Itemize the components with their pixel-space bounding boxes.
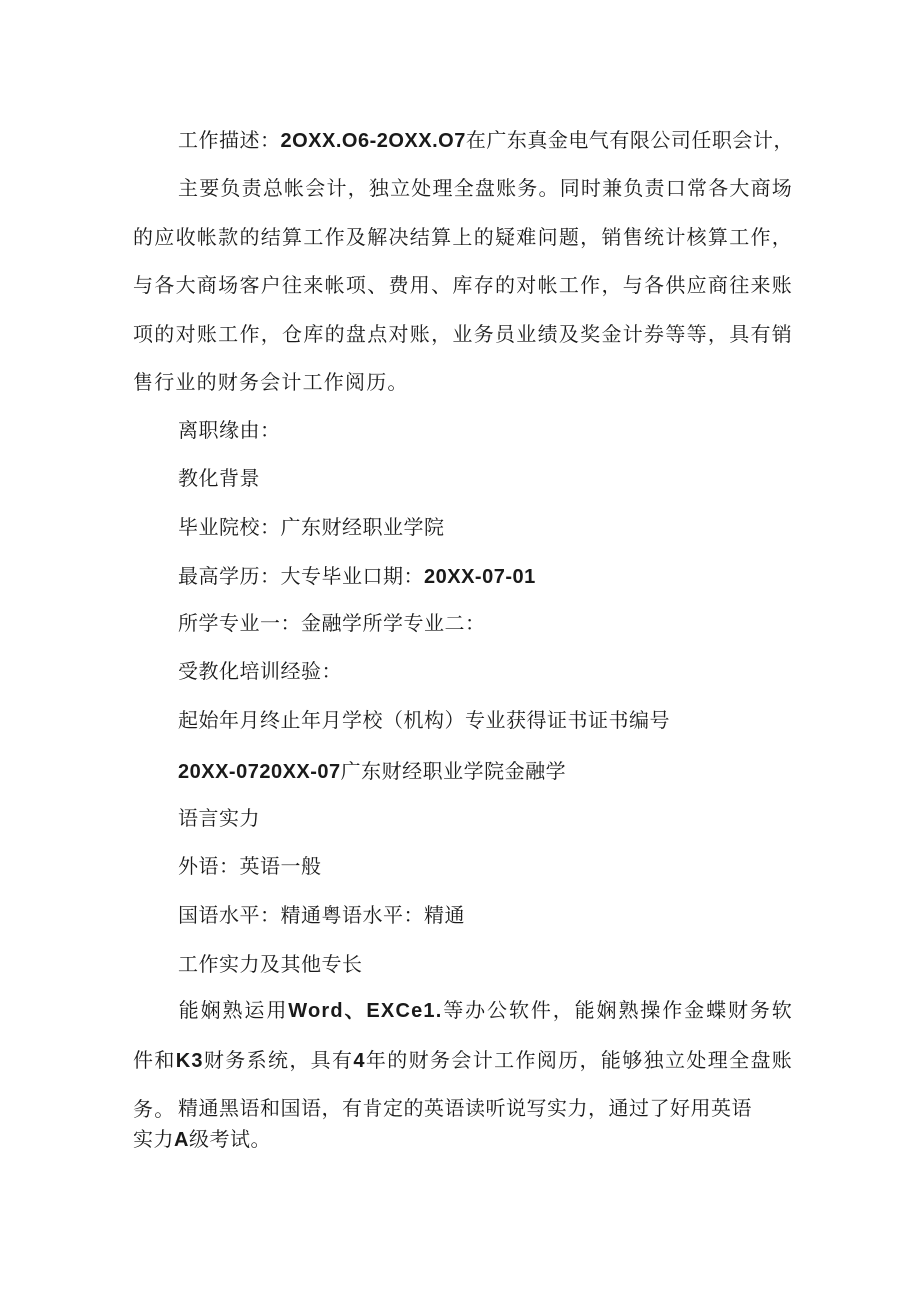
work-description-text: 主要负责总帐会计，独立处理全盘账务。同时兼负责口常各大商场的应收帐款的结算工作及解决结算上的疑难问题，销售统计核算工作，与各大商场客户往来帐项、费用、库存的对帐工作，与各供应商往来账项的对账工作，仓库的盘点对账，业务员业绩及奖金计券等等，具有销售行业的财务会计工作阅历。: [133, 176, 793, 394]
skills-heading: 工作实力及其他专长: [178, 952, 363, 976]
mandarin-cantonese-level: 国语水平：精通粤语水平：精通: [178, 903, 465, 927]
language-skills-text-c: 级考试。: [188, 1127, 271, 1151]
training-table-header: 起始年月终止年月学校（机构）专业获得证书证书编号: [178, 708, 670, 732]
language-skills-line-1: 精通黑语和国语，有肯定的英语读听说写实力，通过了好用英语: [178, 1096, 752, 1120]
graduation-school: 毕业院校：广东财经职业学院: [178, 515, 445, 539]
foreign-language: 外语：英语一般: [178, 854, 322, 878]
training-heading: 受教化培训经验：: [178, 659, 342, 683]
leave-reason: 离职缘由：: [178, 418, 281, 442]
highest-degree-line: [178, 564, 536, 589]
training-row-school-major: 广东财经职业学院金融学: [340, 759, 567, 783]
degree-label: 最高学历：大专毕业口期：: [178, 564, 424, 588]
skills-text-g: 年的财务会计工作阅历，能够独立处理全盘账务。: [133, 1047, 794, 1121]
skills-k3: K3: [175, 1049, 204, 1072]
language-skills-line-2: [133, 1127, 271, 1152]
language-skills-text-a: 实力: [133, 1127, 174, 1151]
training-row-dates: 20XX-0720XX-07: [178, 761, 341, 783]
language-heading: 语言实力: [178, 806, 260, 830]
skills-text-e: 财务系统，具有: [203, 1047, 354, 1072]
work-description-paragraph: [133, 164, 793, 407]
skills-text-a: 能娴熟运用: [178, 998, 289, 1022]
work-company: 在广东真金电气有限公司任职会计，: [465, 128, 794, 152]
training-table-row: [178, 759, 566, 784]
work-dates: 2OXX.O6-2OXX.O7: [280, 130, 466, 152]
skills-years: 4: [353, 1049, 366, 1072]
work-description-line: [178, 128, 794, 153]
work-description-label: 工作描述：: [178, 128, 281, 152]
graduation-date: 20XX-07-01: [424, 566, 536, 588]
language-skills-level: A: [174, 1129, 189, 1151]
skills-software: Word、EXCe1.: [288, 1000, 443, 1022]
education-heading: 教化背景: [178, 466, 260, 490]
skills-text-c: 等办公软件，能娴熟操作金蝶财务软件和: [133, 998, 794, 1072]
majors-line: 所学专业一：金融学所学专业二：: [178, 611, 486, 635]
